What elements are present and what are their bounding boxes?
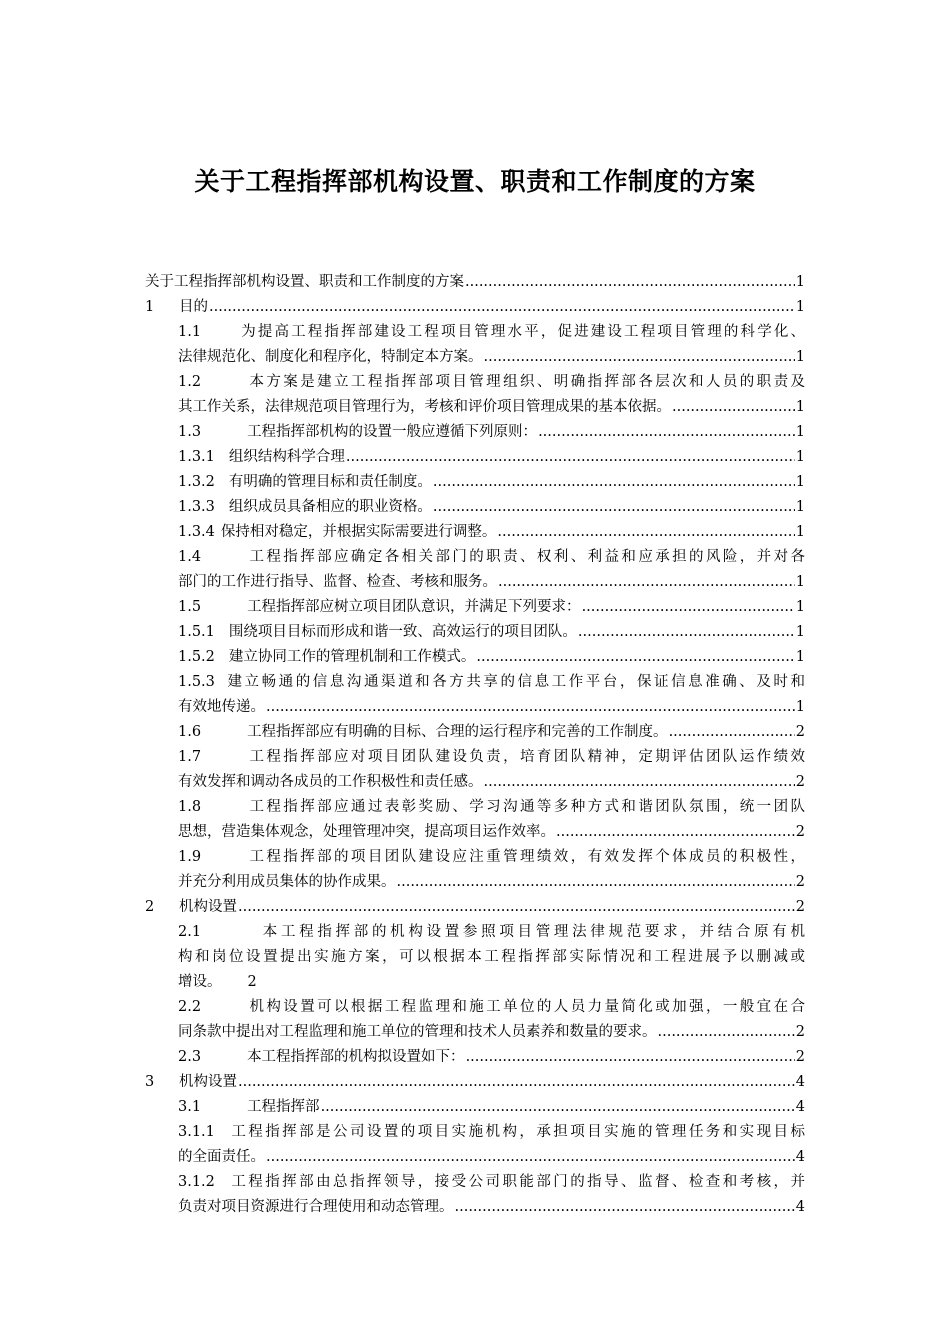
- toc-entry-1-6[interactable]: 1.6 工程指挥部应有明确的目标、合理的运行程序和完善的工作制度。 ..... 2: [145, 720, 805, 745]
- toc-entry-3-1-1[interactable]: 3.1.1 工程指挥部是公司设置的项目实施机构，承担项目实施的管理任务和实现目标 的全面责任。 ..... 4: [145, 1120, 805, 1170]
- toc-entry-2[interactable]: 2 机构设置 ..... 2: [145, 895, 805, 920]
- toc-entry-2-1[interactable]: 2.1 本工程指挥部的机构设置参照项目管理法律规范要求，并结合原有机 构和岗位设置提出实施方案，可以根据本工程指挥部实际情况和工程进展予以删减或 增设。 2: [178, 924, 805, 990]
- toc-entry-1-8[interactable]: 1.8 工程指挥部应通过表彰奖励、学习沟通等多种方式和谐团队氛围，统一团队 思想，营造集体观念，处理管理冲突，提高项目运作效率。 ..... 2: [145, 795, 805, 845]
- table-of-contents: [145, 270, 805, 1220]
- toc-entry-2-3[interactable]: 2.3 本工程指挥部的机构拟设置如下： ..... 2: [145, 1045, 805, 1070]
- toc-entry-1-9[interactable]: 1.9 工程指挥部的项目团队建设应注重管理绩效，有效发挥个体成员的积极性， 并充分利用成员集体的协作成果。 ..... 2: [145, 845, 805, 895]
- toc-entry-1-3-3[interactable]: 1.3.3 组织成员具备相应的职业资格。 ..... 1: [145, 495, 805, 520]
- toc-entry-1-3-1[interactable]: 1.3.1 组织结构科学合理 ..... 1: [145, 445, 805, 470]
- toc-entry-3[interactable]: 3 机构设置 ..... 4: [145, 1070, 805, 1095]
- toc-entry-1[interactable]: 1 目的 ..... 1: [145, 295, 805, 320]
- toc-entry-1-1[interactable]: 1.1 为提高工程指挥部建设工程项目管理水平，促进建设工程项目管理的科学化、 法律规范化、制度化和程序化，特制定本方案。 ..... 1: [145, 320, 805, 370]
- toc-entry-1-5[interactable]: 1.5 工程指挥部应树立项目团队意识，并满足下列要求： ..... 1: [145, 595, 805, 620]
- toc-entry-1-3-4[interactable]: 1.3.4 保持相对稳定，并根据实际需要进行调整。 ..... 1: [145, 520, 805, 545]
- toc-entry-title[interactable]: 关于工程指挥部机构设置、职责和工作制度的方案 ..... 1: [145, 270, 805, 295]
- toc-entry-3-1-2[interactable]: 3.1.2 工程指挥部由总指挥领导，接受公司职能部门的指导、监督、检查和考核，并 负责对项目资源进行合理使用和动态管理。 ..... 4: [145, 1170, 805, 1220]
- toc-entry-1-5-1[interactable]: 1.5.1 围绕项目目标而形成和谐一致、高效运行的项目团队。 ..... 1: [145, 620, 805, 645]
- toc-entry-1-2[interactable]: 1.2 本方案是建立工程指挥部项目管理组织、明确指挥部各层次和人员的职责及 其工作关系，法律规范项目管理行为，考核和评价项目管理成果的基本依据。 ..... 1: [145, 370, 805, 420]
- toc-entry-1-5-3[interactable]: 1.5.3 建立畅通的信息沟通渠道和各方共享的信息工作平台，保证信息准确、及时和 有效地传递。 ..... 1: [145, 670, 805, 720]
- toc-entry-1-5-2[interactable]: 1.5.2 建立协同工作的管理机制和工作模式。 ..... 1: [145, 645, 805, 670]
- toc-entry-1-3[interactable]: 1.3 工程指挥部机构的设置一般应遵循下列原则： ..... 1: [145, 420, 805, 445]
- toc-entry-1-4[interactable]: 1.4 工程指挥部应确定各相关部门的职责、权利、利益和应承担的风险，并对各 部门的工作进行指导、监督、检查、考核和服务。 ..... 1: [145, 545, 805, 595]
- toc-entry-3-1[interactable]: 3.1 工程指挥部 ..... 4: [145, 1095, 805, 1120]
- toc-entry-1-3-2[interactable]: 1.3.2 有明确的管理目标和责任制度。 ..... 1: [145, 470, 805, 495]
- toc-entry-2-2[interactable]: 2.2 机构设置可以根据工程监理和施工单位的人员力量简化或加强，一般宜在合 同条款中提出对工程监理和施工单位的管理和技术人员素养和数量的要求。 ..... 2: [145, 995, 805, 1045]
- document-title: 关于工程指挥部机构设置、职责和工作制度的方案: [194, 167, 756, 196]
- toc-entry-1-7[interactable]: 1.7 工程指挥部应对项目团队建设负责，培育团队精神，定期评估团队运作绩效 有效发挥和调动各成员的工作积极性和责任感。 ..... 2: [145, 745, 805, 795]
